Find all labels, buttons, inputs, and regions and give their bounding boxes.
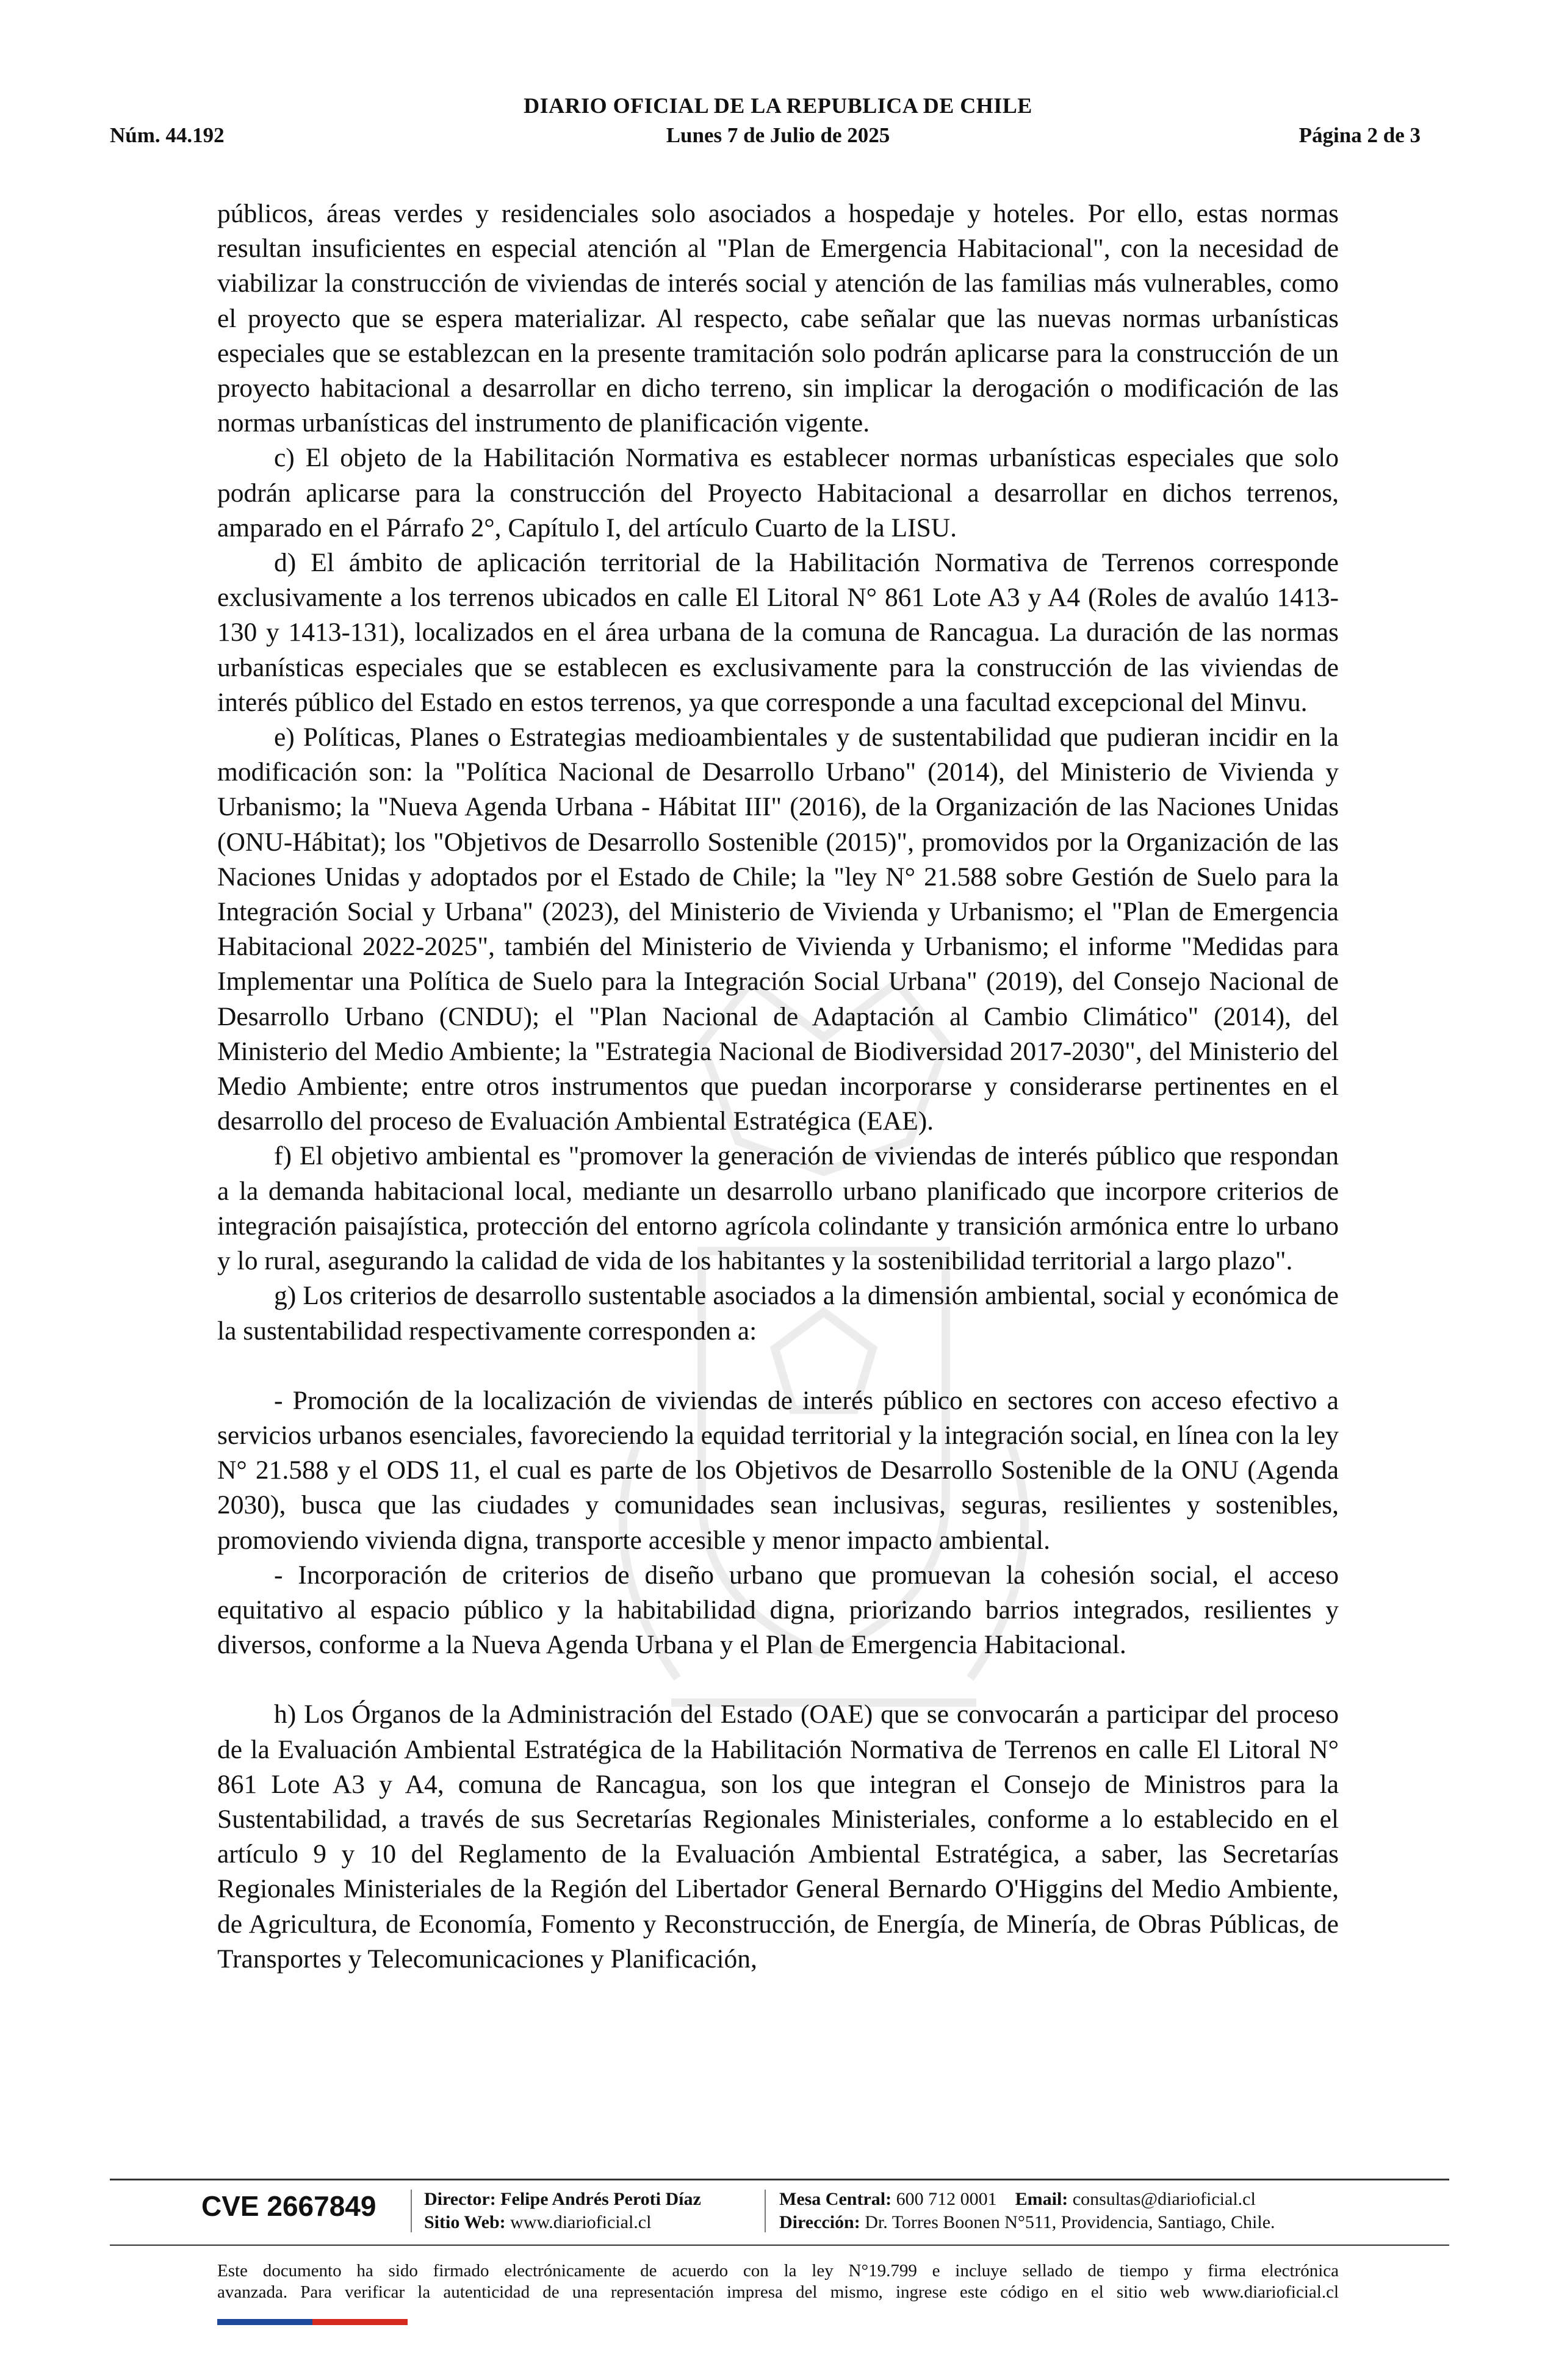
email-label: Email: — [1015, 2189, 1068, 2209]
document-body — [217, 197, 1339, 1977]
flag-red-segment — [312, 2319, 408, 2325]
director-name: Felipe Andrés Peroti Díaz — [500, 2189, 701, 2209]
criteria-item-2: - Incorporación de criterios de diseño urbano que promuevan la cohesión social, el acceso equitativo al espacio público y la habitabilidad digna, priorizando barrios integrados, resilientes y diversos, conforme a la Nueva Agenda Urbana y el Plan de Emergencia Habitacional. — [217, 1560, 1339, 1660]
mesa-label: Mesa Central: — [779, 2189, 892, 2209]
footer-contact-block — [779, 2188, 1275, 2234]
email-link[interactable]: consultas@diarioficial.cl — [1072, 2189, 1256, 2209]
flag-blue-segment — [217, 2319, 312, 2325]
issue-number: Núm. 44.192 — [110, 123, 225, 147]
website-link[interactable]: www.diarioficial.cl — [510, 2212, 652, 2232]
legal-line-2: avanzada. Para verificar la autenticidad de una representación impresa del mismo, ingrese este código en el sitio web www.diarioficial.cl — [217, 2282, 1339, 2302]
page-indicator: Página 2 de 3 — [1298, 123, 1421, 147]
issue-date: Lunes 7 de Julio de 2025 — [666, 123, 890, 147]
paragraph-c: c) El objeto de la Habilitación Normativa es establecer normas urbanísticas especiales que solo podrán aplicarse para la construcción del Proyecto Habitacional a desarrollar en dichos terrenos, amparado en el Párrafo 2°, Capítulo I, del artículo Cuarto de la LISU. — [217, 443, 1339, 543]
paragraph-e: e) Políticas, Planes o Estrategias medioambientales y de sustentabilidad que pudieran incidir en la modificación son: la "Política Nacional de Desarrollo Urbano" (2014), del Ministerio de Vivienda y Urbanismo; la "Nueva Agenda Urbana - Hábitat III" (2016), de la Organización de las Naciones Unidas (ONU-Hábitat); los "Objetivos de Desarrollo Sostenible (2015)", promovidos por la Organización de las Naciones Unidas y adoptados por el Estado de Chile; la "ley N° 21.588 sobre Gestión de Suelo para la Integración Social y Urbana" (2023), del Ministerio de Vivienda y Urbanismo; el "Plan de Emergencia Habitacional 2022-2025", también del Ministerio de Vivienda y Urbanismo; el informe "Medidas para Implementar una Política de Suelo para la Integración Social Urbana" (2019), del Consejo Nacional de Desarrollo Urbano (CNDU); el "Plan Nacional de Adaptación al Cambio Climático" (2014), del Ministerio del Medio Ambiente; la "Estrategia Nacional de Biodiversidad 2017-2030", del Ministerio del Medio Ambiente; entre otros instrumentos que puedan incorporarse y considerarse pertinentes en el desarrollo del proceso de Evaluación Ambiental Estratégica (EAE). — [217, 723, 1339, 1136]
footer-separator-2 — [765, 2190, 766, 2232]
cve-code: CVE 2667849 — [201, 2190, 376, 2222]
legal-line-1: Este documento ha sido firmado electrónicamente de acuerdo con la ley N°19.799 e incluye sellado de tiempo y firma electrónica — [217, 2261, 1339, 2281]
newspaper-title: DIARIO OFICIAL DE LA REPUBLICA DE CHILE — [524, 93, 1032, 118]
paragraph-continuation: públicos, áreas verdes y residenciales solo asociados a hospedaje y hoteles. Por ello, estas normas resultan insuficientes en especial atención al "Plan de Emergencia Habitacional", con la necesidad de viabilizar la construcción de viviendas de interés social y atención de las familias más vulnerables, como el proyecto que se espera materializar. Al respecto, cabe señalar que las nuevas normas urbanísticas especiales que se establezcan en la presente tramitación solo podrán aplicarse para la construcción de un proyecto habitacional a desarrollar en dicho terreno, sin implicar la derogación o modificación de las normas urbanísticas del instrumento de planificación vigente. — [217, 199, 1339, 438]
address-label: Dirección: — [779, 2212, 860, 2232]
paragraph-g: g) Los criterios de desarrollo sustentable asociados a la dimensión ambiental, social y económica de la sustentabilidad respectivamente corresponden a: — [217, 1281, 1339, 1346]
paragraph-f: f) El objetivo ambiental es "promover la generación de viviendas de interés público que respondan a la demanda habitacional local, mediante un desarrollo urbano planificado que incorpore criterios de integración paisajística, protección del entorno agrícola colindante y transición armónica entre lo urbano y lo rural, asegurando la calidad de vida de los habitantes y la sostenibilidad territorial a largo plazo". — [217, 1141, 1339, 1276]
footer-separator-1 — [411, 2190, 412, 2232]
legal-notice — [217, 2260, 1339, 2303]
footer-middle-rule — [110, 2245, 1449, 2246]
criteria-item-1: - Promoción de la localización de viviendas de interés público en sectores con acceso efectivo a servicios urbanos esenciales, favoreciendo la equidad territorial y la integración social, en línea con la ley N° 21.588 y el ODS 11, el cual es parte de los Objetivos de Desarrollo Sostenible de la ONU (Agenda 2030), busca que las ciudades y comunidades sean inclusivas, seguras, resilientes y sostenibles, promoviendo vivienda digna, transporte accesible y menor impacto ambiental. — [217, 1385, 1339, 1555]
address-text: Dr. Torres Boonen N°511, Providencia, Santiago, Chile. — [865, 2212, 1275, 2232]
footer-director-block — [424, 2188, 701, 2234]
paragraph-d: d) El ámbito de aplicación territorial de la Habilitación Normativa de Terrenos corresponde exclusivamente a los terrenos ubicados en calle El Litoral N° 861 Lote A3 y A4 (Roles de avalúo 1413-130 y 1413-131), localizados en el área urbana de la comuna de Rancagua. La duración de las normas urbanísticas especiales que se establecen es exclusivamente para la construcción de las viviendas de interés público del Estado en estos terrenos, ya que corresponde a una facultad excepcional del Minvu. — [217, 548, 1339, 717]
website-label: Sitio Web: — [424, 2212, 506, 2232]
footer-top-rule — [110, 2179, 1449, 2180]
director-label: Director: — [424, 2189, 496, 2209]
paragraph-h: h) Los Órganos de la Administración del Estado (OAE) que se convocarán a participar del proceso de la Evaluación Ambiental Estratégica de la Habilitación Normativa de Terrenos en calle El Litoral N° 861 Lote A3 y A4, comuna de Rancagua, son los que integran el Consejo de Ministros para la Sustentabilidad, a través de sus Secretarías Regionales Ministeriales, conforme a lo establecido en el artículo 9 y 10 del Reglamento de la Evaluación Ambiental Estratégica, a saber, las Secretarías Regionales Ministeriales de la Región del Libertador General Bernardo O'Higgins del Medio Ambiente, de Agricultura, de Economía, Fomento y Reconstrucción, de Energía, de Minería, de Obras Públicas, de Transportes y Telecomunicaciones y Planificación, — [217, 1700, 1339, 1974]
mesa-phone: 600 712 0001 — [896, 2189, 997, 2209]
